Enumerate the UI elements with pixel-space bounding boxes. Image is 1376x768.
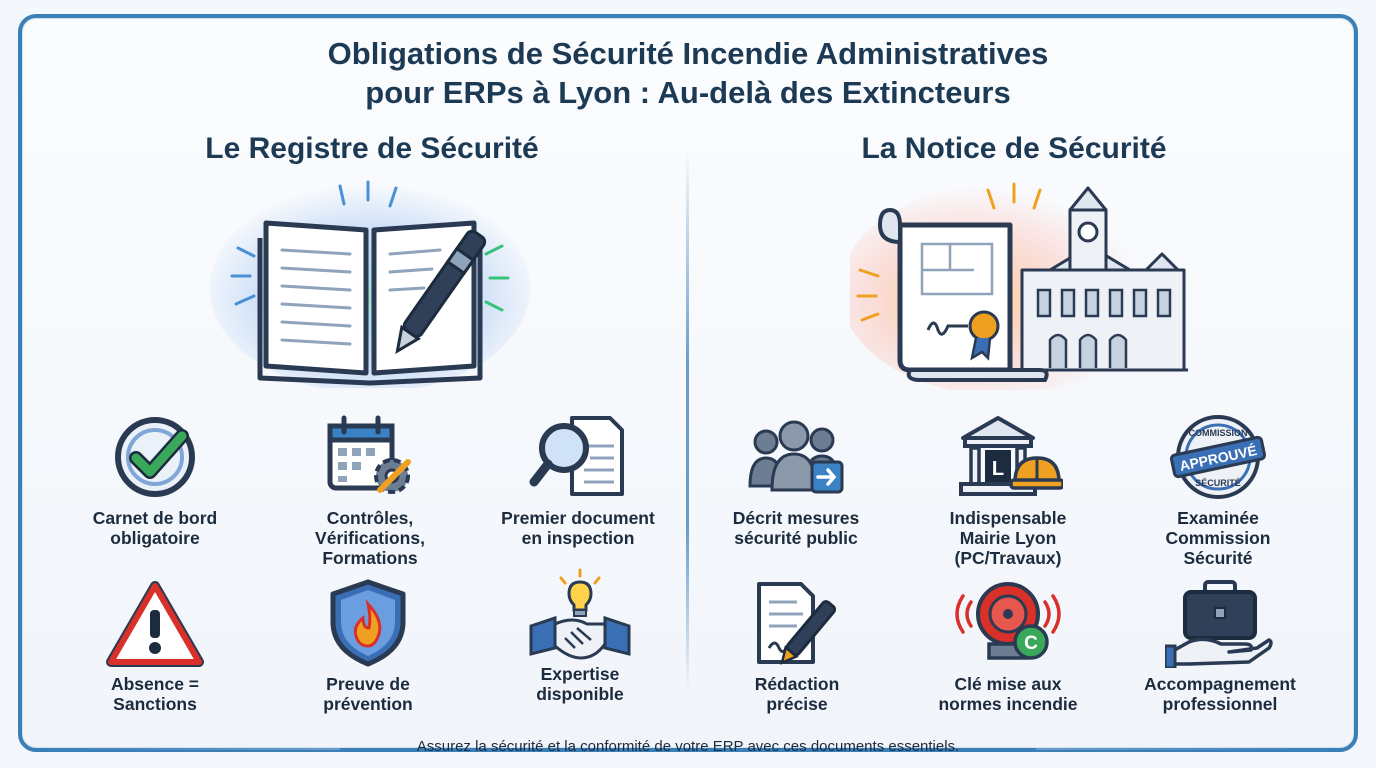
stamp-top-text: COMMISSION — [1188, 428, 1248, 438]
page-title-line1: Obligations de Sécurité Incendie Administratives — [327, 36, 1049, 71]
item-label: Examinée Commission Sécurité — [1165, 508, 1271, 568]
document-pen-icon — [747, 578, 847, 668]
building-hardhat-icon — [953, 412, 1063, 502]
stamp-bottom-text: SÉCURITÉ — [1195, 478, 1241, 488]
item-label: Décrit mesures sécurité public — [732, 508, 860, 548]
item-label: Premier document en inspection — [501, 508, 655, 548]
stamp-middle-text: APPROUVÉ — [1178, 441, 1259, 474]
section-divider — [686, 150, 689, 690]
registre-heading: Le Registre de Sécurité — [205, 132, 539, 165]
item-redaction — [697, 578, 897, 714]
item-controles — [270, 412, 470, 568]
people-exit-icon — [746, 412, 846, 502]
item-decrit-mesures — [696, 412, 896, 548]
svg-text:C: C — [1024, 633, 1038, 654]
item-examinee-commission — [1118, 412, 1318, 568]
item-accompagnement — [1120, 578, 1320, 714]
item-label: Carnet de bord obligatoire — [92, 508, 218, 548]
fire-alarm-bell-icon — [953, 578, 1063, 668]
item-label: Absence = Sanctions — [110, 674, 200, 714]
page-title-line2: pour ERPs à Lyon : Au-delà des Extincteurs — [365, 75, 1011, 110]
approved-stamp-icon — [1168, 412, 1268, 502]
item-label: Contrôles, Vérifications, Formations — [315, 508, 425, 568]
item-expertise — [480, 568, 680, 704]
footer-text: Assurez la sécurité et la conformité de votre ERP avec ces documents essentiels. — [416, 738, 960, 755]
notice-heading: La Notice de Sécurité — [861, 132, 1167, 165]
magnifier-document-icon — [528, 412, 628, 502]
checkmark-circle-icon — [110, 412, 200, 502]
warning-triangle-icon — [105, 578, 205, 668]
item-label: Indispensable Mairie Lyon (PC/Travaux) — [949, 508, 1067, 568]
calendar-gear-icon — [322, 412, 418, 502]
item-premier-document — [478, 412, 678, 548]
item-absence-sanctions — [55, 578, 255, 714]
item-preuve-prevention — [268, 578, 468, 714]
svg-text:L: L — [991, 458, 1005, 480]
open-book-pen-icon — [210, 178, 530, 388]
item-cle-mise-aux-normes — [908, 578, 1108, 714]
item-label: Accompagnement professionnel — [1144, 674, 1296, 714]
handshake-lightbulb-icon — [525, 568, 635, 668]
shield-flame-icon — [323, 578, 413, 668]
item-label: Rédaction précise — [754, 674, 840, 714]
item-carnet-de-bord — [55, 412, 255, 548]
item-indispensable-mairie — [908, 412, 1108, 568]
briefcase-hand-icon — [1165, 578, 1275, 668]
item-label: Preuve de prévention — [323, 674, 413, 714]
item-label: Expertise disponible — [536, 664, 624, 704]
item-label: Clé mise aux normes incendie — [938, 674, 1078, 714]
scroll-cityhall-icon — [850, 180, 1200, 390]
